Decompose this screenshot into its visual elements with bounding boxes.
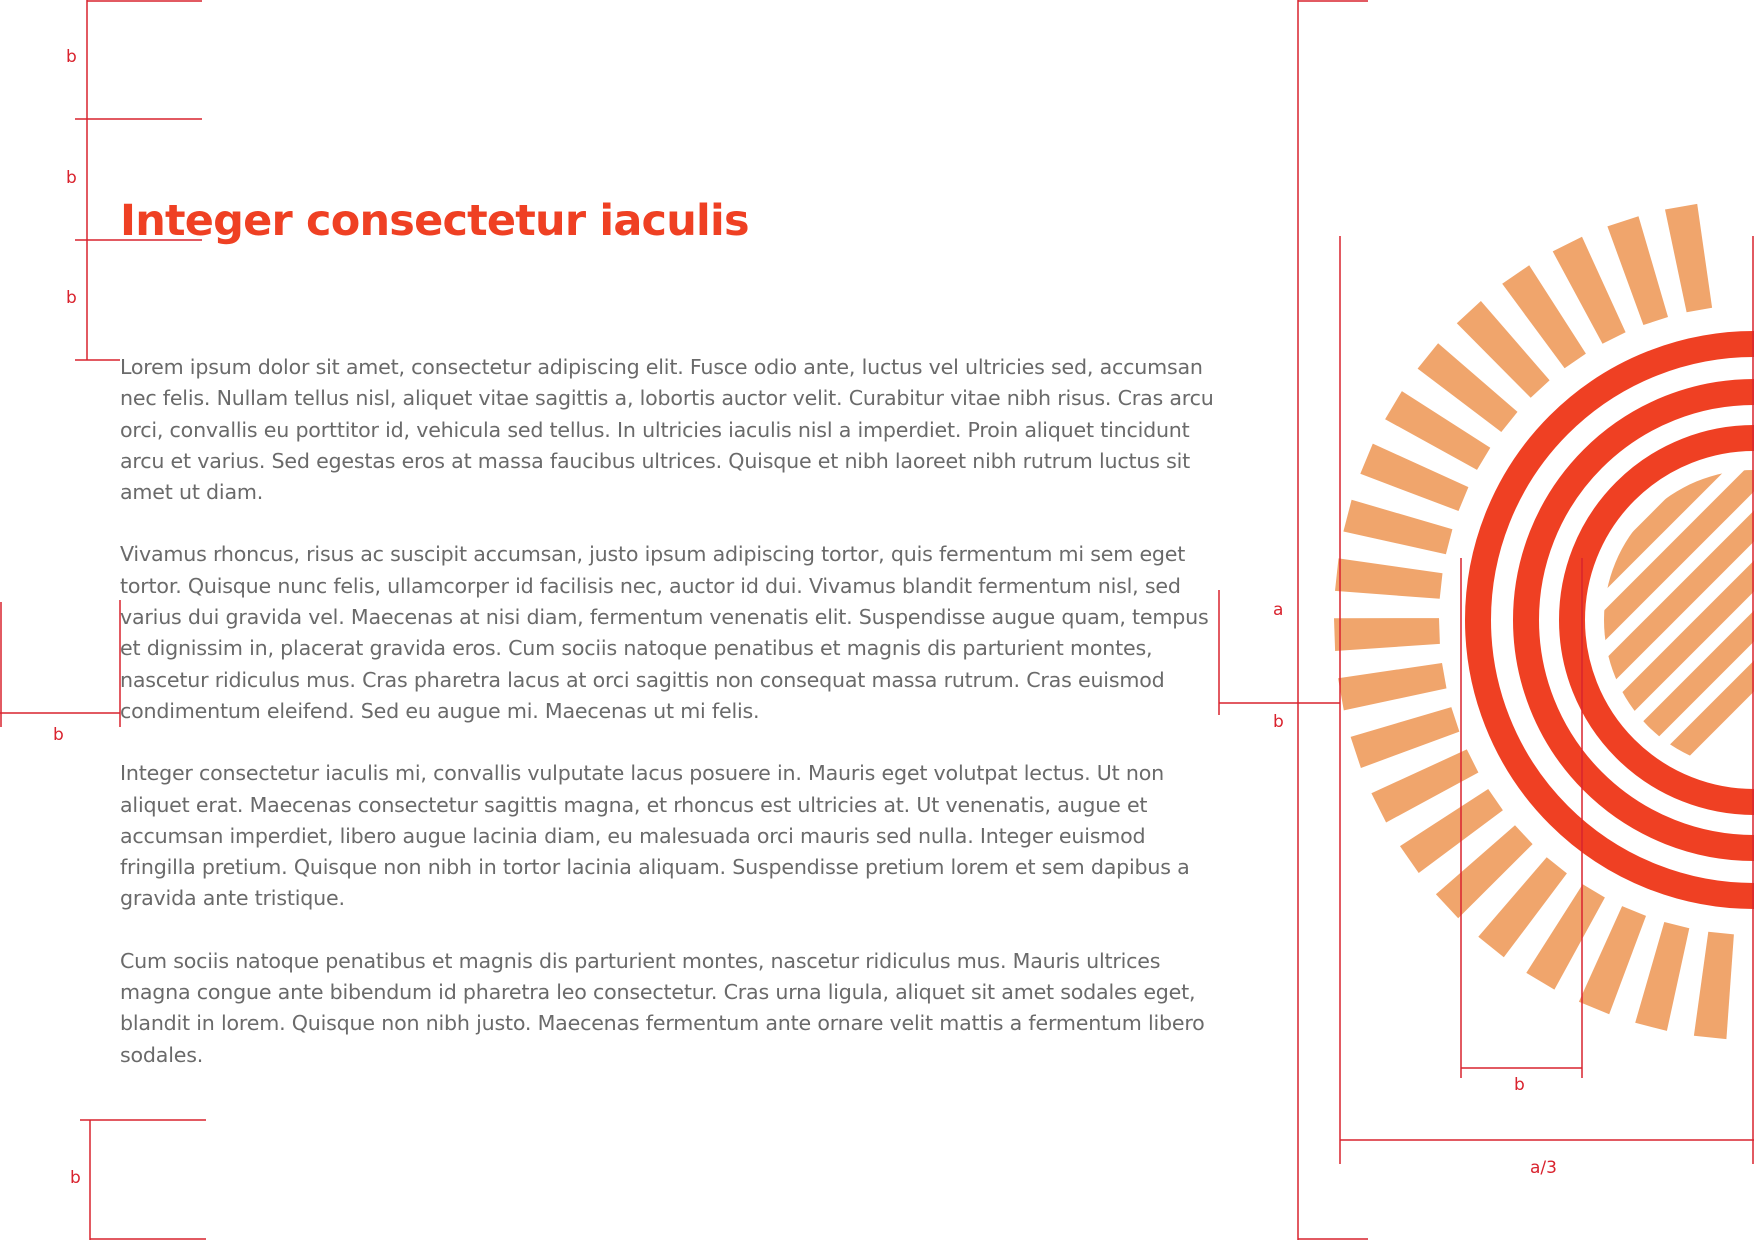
- guide-label-b-top-2: b: [66, 168, 77, 188]
- paragraph-3: Integer consectetur iaculis mi, convallis vulputate lacus posuere in. Mauris eget volutpat lectus. Ut non aliquet erat. Maecenas consectetur sagittis magna, et rhoncus est ultricies at. Ut venenatis, augue et accumsan imperdiet, libero augue lacinia diam, eu malesuada orci mauris sed nulla. Integer euismod fringilla pretium. Quisque non nibh in tortor lacinia aliquam. Suspendisse pretium lorem et sem dapibus a gravida ante tristique.: [120, 761, 1190, 911]
- guide-label-a-right: a: [1273, 600, 1284, 620]
- guide-label-a-third: a/3: [1530, 1158, 1557, 1178]
- guide-label-b-top-1: b: [66, 47, 77, 67]
- body-text: [120, 352, 1220, 1102]
- guide-label-b-left: b: [53, 725, 64, 745]
- paragraph-2: Vivamus rhoncus, risus ac suscipit accumsan, justo ipsum adipiscing tortor, quis fermentum mi sem eget tortor. Quisque nunc felis, ullamcorper id facilisis nec, auctor id dui. Vivamus blandit fermentum nisl, sed varius dui gravida vel. Maecenas at nisi diam, fermentum venenatis elit. Suspendisse augue quam, tempus et dignissim in, placerat gravida eros. Cum sociis natoque penatibus et magnis dis parturient montes, nascetur ridiculus mus. Cras pharetra lacus at orci sagittis non consequat massa rutrum. Cras euismod condimentum eleifend. Sed eu augue mi. Maecenas ut mi felis.: [120, 542, 1209, 723]
- paragraph-1: Lorem ipsum dolor sit amet, consectetur adipiscing elit. Fusce odio ante, luctus vel ultricies sed, accumsan nec felis. Nullam tellus nisl, aliquet vitae sagittis a, lobortis auctor velit. Curabitur vitae nibh risus. Cras arcu orci, convallis eu porttitor id, vehicula sed tellus. In ultricies iaculis nisl a imperdiet. Proin aliquet tincidunt arcu et varius. Sed egestas eros at massa faucibus ultrices. Quisque et nibh laoreet nibh rutrum luctus sit amet ut diam.: [120, 355, 1214, 505]
- paragraph-4: Cum sociis natoque penatibus et magnis dis parturient montes, nascetur ridiculus mus. Mauris ultrices magna congue ante bibendum id pharetra leo consectetur. Cras urna ligula, aliquet sit amet sodales eget, blandit in lorem. Quisque non nibh justo. Maecenas fermentum ante ornare velit mattis a fermentum libero sodales.: [120, 948, 1205, 1067]
- guide-label-b-top-3: b: [66, 288, 77, 308]
- guide-label-b-art: b: [1514, 1075, 1525, 1095]
- guide-label-b-right: b: [1273, 712, 1284, 732]
- document-title: Integer consectetur iaculis: [120, 196, 749, 246]
- guide-label-b-bottom: b: [70, 1168, 81, 1188]
